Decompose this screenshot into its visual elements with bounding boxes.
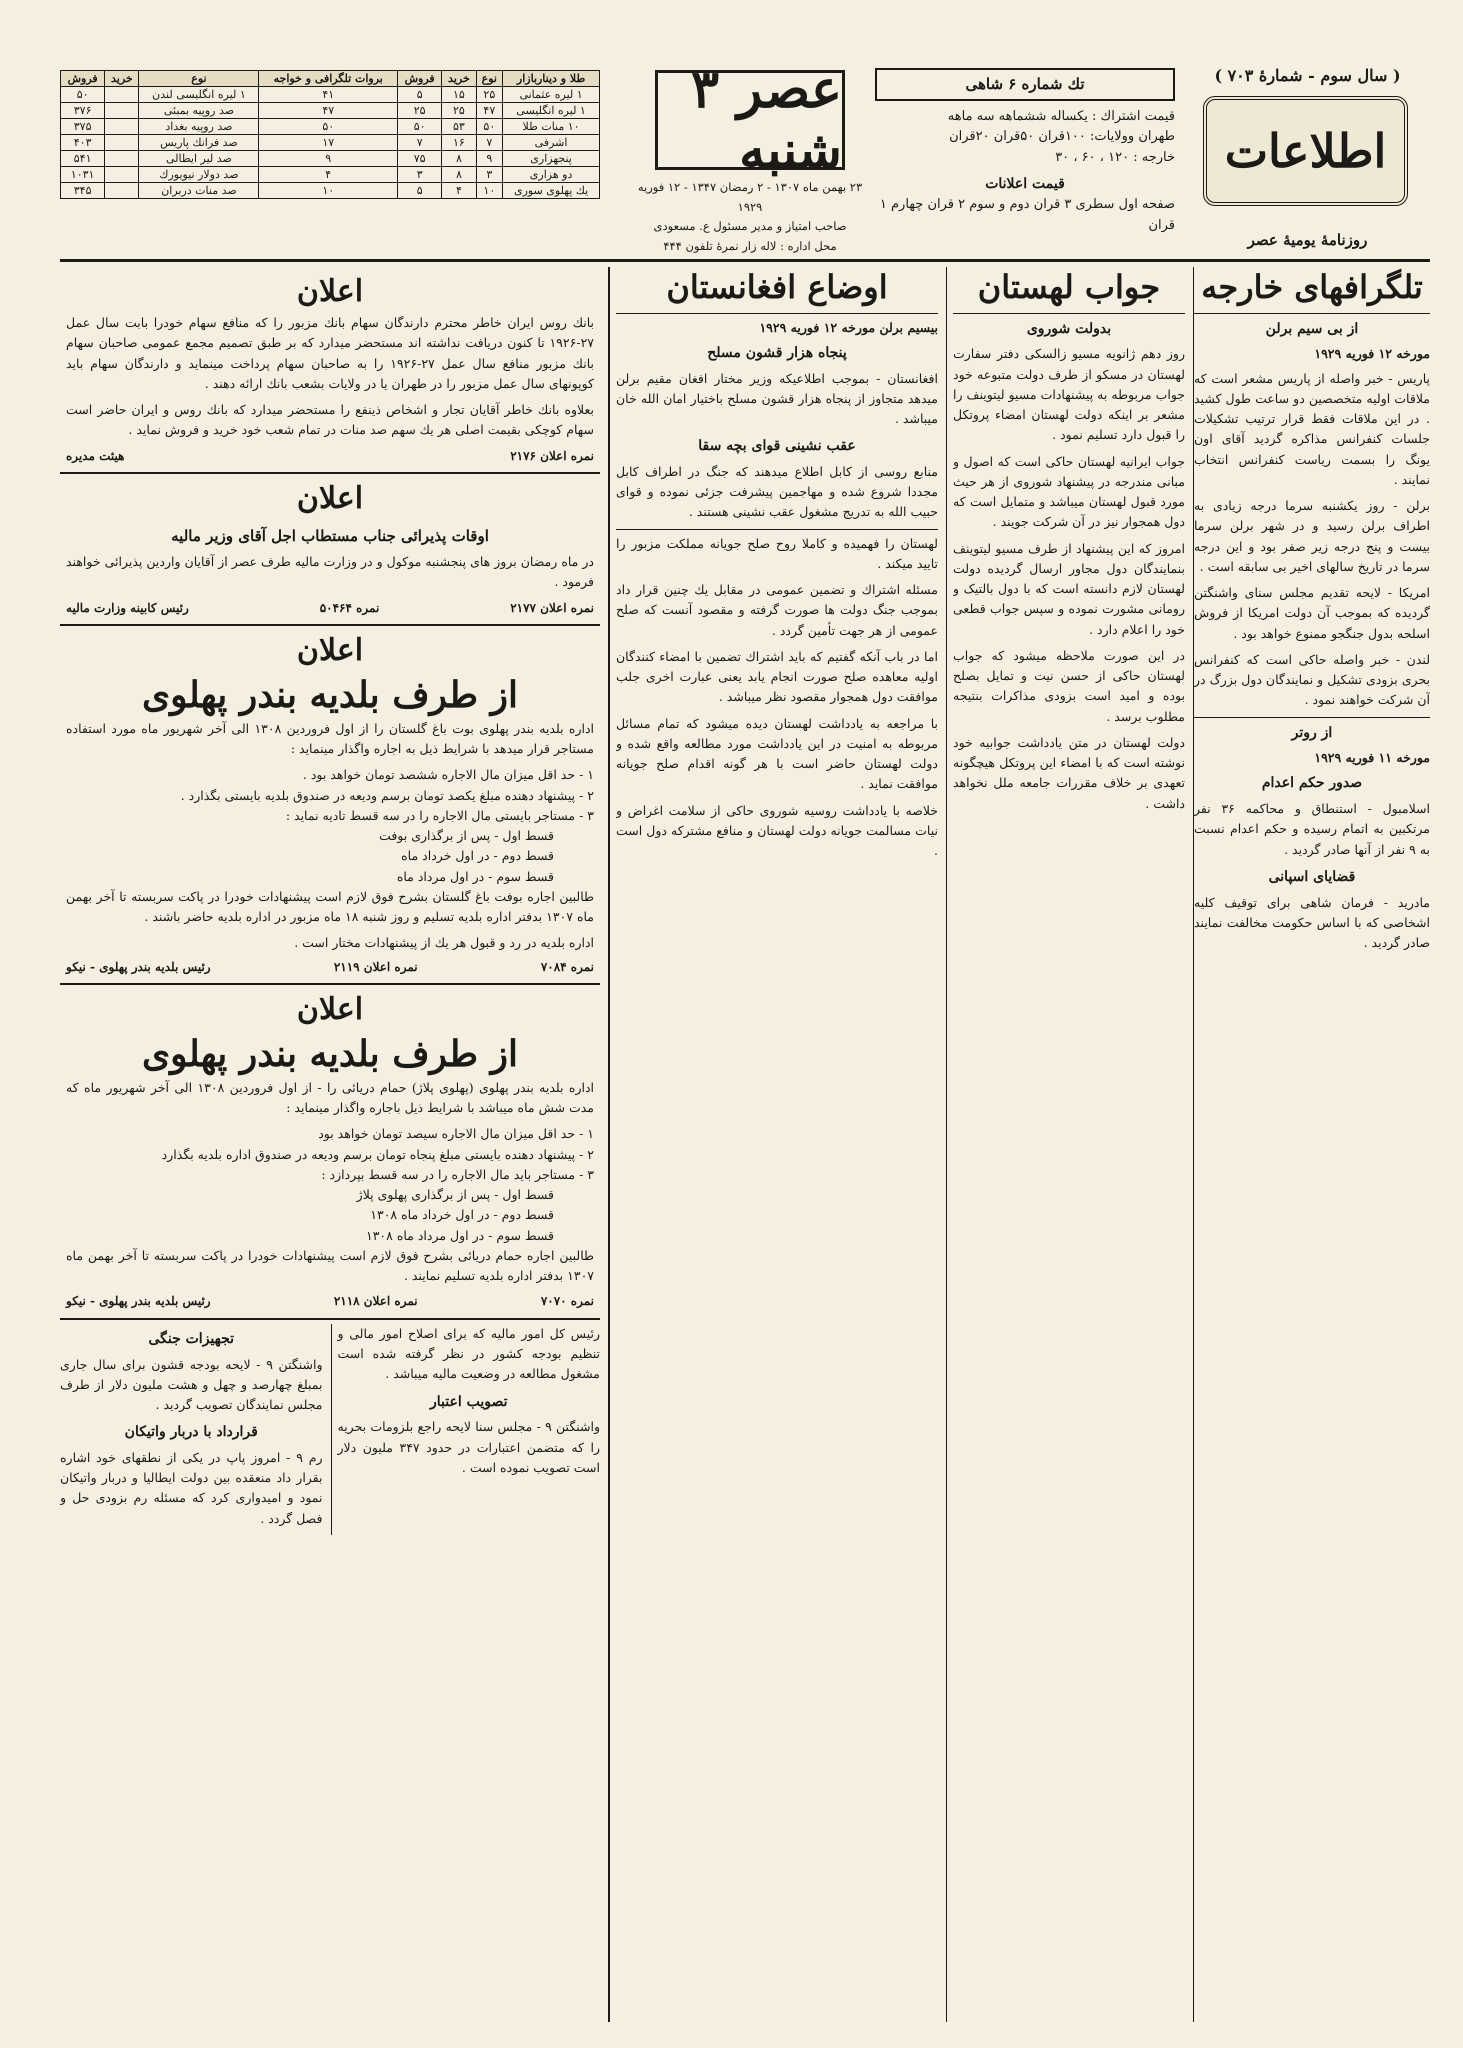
masthead xyxy=(60,59,1430,262)
death-sentence-text: اسلامبول - استنطاق و محاکمه ۳۶ نفر مرتکبین به اتمام رسیده و حکم اعدام نسبت به ۹ نفر از آنها صادر گردید . xyxy=(1194,801,1430,857)
notice-code: نمره ۷۰۸۴ xyxy=(540,959,594,974)
notice-number: نمره اعلان ۲۱۱۹ xyxy=(333,959,418,974)
market-header-row xyxy=(61,71,600,87)
finance-notice-text: در ماه رمضان بروز های پنجشنبه موکول و در وزارت مالیه طرف عصر از آقایان واردین پذیرائی خواهند فرمود . xyxy=(66,554,594,590)
market-cell: ۱ لیره عثمانی xyxy=(503,87,600,103)
market-cell: ۷۵ xyxy=(398,151,442,167)
pahlavi-notice-text: اداره بلدیه بندر پهلوی بوت باغ گلستان را از اول فروردین ۱۳۰۸ الی آخر شهریور ماه مورد استفاده مستاجر قرار میدهد با شرایط ذیل به اجاره واگذار مینماید : xyxy=(66,720,594,757)
subscription-abroad: خارجه : ۱۲۰ ، ۶۰ ، ۳۰ xyxy=(1055,149,1175,165)
market-cell: ۴۷ xyxy=(259,103,398,119)
finance-minister-notice xyxy=(60,474,600,626)
poland-paragraph: در این صورت ملاحظه میشود که جواب لهستان حاکی از حسن نیت و تمایل بصلح بوده و امید است بزودی مذاکرات بنتیجه مطلوب برسد . xyxy=(953,647,1185,724)
notice-signature: رئیس بلدیه بندر پهلوی - نیکو xyxy=(66,1294,211,1309)
market-cell: ۲۵ xyxy=(476,87,503,103)
market-header: نوع xyxy=(139,71,259,87)
market-cell xyxy=(105,119,139,135)
market-cell: صد منات دربران xyxy=(139,183,259,199)
market-row xyxy=(61,167,600,183)
market-cell: پنجهزاری xyxy=(503,151,600,167)
afghanistan-paragraph: مسئله اشتراك و تضمین عمومی در مقابل یك چنین قرار داد بموجب جنگ دولت ها صورت گرفته و مقصود آنست که صلح عمومی از هر جهت تأمین گردد . xyxy=(616,582,938,638)
office-line: محل اداره : لاله زار نمرهٔ تلفون ۴۴۴ xyxy=(663,238,837,253)
subscription-title: قیمت اشتراك : یکساله ششماهه سه ماهه xyxy=(947,109,1175,125)
market-cell: اشرفی xyxy=(503,135,600,151)
condition-item: ۲ - پیشنهاد دهنده مبلغ یکصد تومان برسم ودیعه در صندوق بلدیه بایستی بگذارد . xyxy=(180,787,594,803)
market-cell: ۳ xyxy=(476,167,503,183)
retreat-head: عقب نشینی قوای بچه سقا xyxy=(698,438,856,455)
market-cell: ۵۴۱ xyxy=(61,151,105,167)
vatican-agreement-head: قرارداد با دربار واتیکان xyxy=(124,1424,258,1441)
market-cell: ۳ xyxy=(398,167,442,183)
column-divider xyxy=(608,267,610,2022)
newspaper-logo: اطلاعات xyxy=(1203,96,1408,206)
market-cell: ۴ xyxy=(442,183,476,199)
notice-heading: اعلان xyxy=(296,633,364,669)
market-cell: ۳۷۵ xyxy=(61,119,105,135)
market-cell: ۴ xyxy=(259,167,398,183)
market-row xyxy=(61,183,600,199)
poland-paragraph: امروز که این پیشنهاد از طرف مسیو لیتوینف بنمایندگان دول مجاور ارسال گردیده دولت لهستان لازم دانسته است که با دول بالتیک و رومانی مشورت نموده و سپس جواب قطعی خود را اعلام دارد . xyxy=(953,540,1185,637)
market-cell: ۹ xyxy=(476,151,503,167)
market-cell: ۹ xyxy=(259,151,398,167)
market-cell: صد روپیه بغداد xyxy=(139,119,259,135)
installment-item: قسط دوم - در اول خرداد ماه xyxy=(401,848,554,864)
market-cell: ۴۱ xyxy=(259,87,398,103)
market-row xyxy=(61,135,600,151)
retreat-text: منابع روسی از کابل اطلاع میدهند که جنگ در اطراف کابل مجددا شروع شده و مهاجمین پیشرفت جزئی نموده و قوای حبیب الله به تدریج مشغول عقب نشینی هستند . xyxy=(616,463,938,520)
market-cell: ۱ لیره انگلیسی لندن xyxy=(139,87,259,103)
logo-subtitle: روزنامهٔ یومیهٔ عصر xyxy=(1247,231,1368,249)
afghanistan-column xyxy=(616,267,938,2022)
market-cell: ۸ xyxy=(442,167,476,183)
market-header: نوع xyxy=(476,71,503,87)
market-cell: ۵ xyxy=(398,87,442,103)
market-cell: ۱۵ xyxy=(442,87,476,103)
condition-item: ۱ - حد اقل میزان مال الاجاره ششصد تومان خواهد بود . xyxy=(302,767,594,783)
telegram-dateline: مورخه ۱۲ فوریه ۱۹۲۹ xyxy=(1314,346,1430,362)
installment-item: قسط سوم - در اول مرداد ماه xyxy=(396,868,554,884)
market-cell: ۳۴۵ xyxy=(61,183,105,199)
market-cell: ۵۳ xyxy=(442,119,476,135)
afghanistan-paragraph: لهستان را فهمیده و کاملا روح صلح جویانه مملکت مزبور را تایید میکند . xyxy=(616,535,938,571)
notice-signature: رئیس بلدیه بندر پهلوی - نیکو xyxy=(66,959,211,974)
bank-notice xyxy=(60,267,600,474)
market-cell: ۱۶ xyxy=(442,135,476,151)
notice-heading: اعلان xyxy=(296,480,364,516)
installment-item: قسط اول - پس از برگذاری پهلوی پلاژ xyxy=(356,1187,554,1203)
market-cell: ۸ xyxy=(442,151,476,167)
market-header: فروش xyxy=(398,71,442,87)
pahlavi-port-notice-2 xyxy=(60,985,600,1320)
owner-line: صاحب امتیاز و مدیر مسئول ع. مسعودی xyxy=(653,219,847,234)
market-row xyxy=(61,119,600,135)
market-header: خرید xyxy=(105,71,139,87)
telegram-source: از بی سیم برلن xyxy=(1265,320,1359,337)
market-header: بروات تلگرافی و خواجه xyxy=(259,71,398,87)
afghanistan-dateline: بیسیم برلن مورخه ۱۲ فوریه ۱۹۲۹ xyxy=(759,319,938,335)
afghanistan-paragraph: خلاصه با یادداشت روسیه شوروی حاکی از سلامت اغراض و نیات مسالمت جویانه دولت لهستان و منافع مشترکه دول است . xyxy=(616,802,938,859)
market-header: طلا و دیناربازار xyxy=(503,71,600,87)
market-cell: صد فرانك پاریس xyxy=(139,135,259,151)
telegram-paragraph: لندن - خبر واصله حاکی است که کنفرانس بحری بزودی تشکیل و نمایندگان دول بزرگ در آن شرکت خواهند نمود . xyxy=(1194,651,1430,708)
war-equipment-head: تجهیزات جنگی xyxy=(148,1330,235,1347)
vatican-agreement-text: رم ۹ - امروز پاپ در یکی از نطقهای خود اشاره بقرار داد منعقده بین دولت ایطالیا و دربار واتیکان نمود و امیدواری کرد که مسئله رم بزودی حل و فصل گردد . xyxy=(60,1449,323,1526)
market-row xyxy=(61,87,600,103)
market-header: فروش xyxy=(61,71,105,87)
notice-heading: اعلان xyxy=(296,274,364,309)
finance-notice-subhead: اوقات پذیرائی جناب مستطاب اجل آقای وزیر مالیه xyxy=(171,526,489,545)
notice-signature: رئیس کابینه وزارت مالیه xyxy=(66,600,189,615)
logo-block xyxy=(1185,62,1430,257)
foreign-telegrams-headline: تلگرافهای خارجه xyxy=(1194,267,1430,314)
pahlavi-notice-text-2: طالبین اجاره حمام دریائی بشرح فوق لازم است پیشنهادات خودرا در پاکت سربسته تا آخر بهمن ماه ۱۳۰۷ بدفتر اداره بلدیه تسلیم نمایند . xyxy=(66,1247,594,1284)
year-issue-label: ( سال سوم - شمارهٔ ۷۰۳ ) xyxy=(1214,66,1401,85)
subscription-block xyxy=(875,68,1175,236)
reuters-dateline: مورخه ۱۱ فوریه ۱۹۲۹ xyxy=(1314,750,1430,766)
foreign-telegrams-column xyxy=(1194,267,1430,2022)
afghanistan-headline: اوضاع افغانستان xyxy=(616,267,938,314)
spain-affairs-text: مادرید - فرمان شاهی برای توقیف کلیه اشخاصی که با اساس حکومت مخالفت نمایند صادر گردید . xyxy=(1194,894,1430,951)
market-cell: یك پهلوی سوری xyxy=(503,183,600,199)
notice-heading: اعلان xyxy=(296,992,364,1028)
pahlavi-notice-text-3: اداره بلدیه در رد و قبول هر یك از پیشنهادات مختار است . xyxy=(294,935,594,951)
market-cell: ۱۷ xyxy=(259,135,398,151)
market-cell: ۵ xyxy=(398,183,442,199)
condition-item: ۱ - حد اقل میزان مال الاجاره سیصد تومان خواهد بود xyxy=(318,1126,594,1142)
armed-troops-head: پنجاه هزار قشون مسلح xyxy=(707,344,847,361)
market-row xyxy=(61,103,600,119)
credit-approval-head: تصویب اعتبار xyxy=(429,1393,508,1410)
telegram-paragraph: امریکا - لایحه تقدیم مجلس سنای واشنگتن گردیده که بموجب آن دولت امریکا از فروش اسلحه بدول جنگجو ممنوع خواهد بود . xyxy=(1194,585,1430,641)
armed-troops-text: افغانستان - بموجب اطلاعیکه وزیر مختار افغان مقیم برلن میدهد متجاوز از پنجاه هزار قشون مسلح باختیار امان الله خان میباشد . xyxy=(616,370,938,427)
market-cell: ۵۰ xyxy=(476,119,503,135)
market-cell xyxy=(105,183,139,199)
afghanistan-paragraph: اما در باب آنکه گفتیم که باید اشتراك تضمین با امضاء کنندگان اولیه معاهده صلح صورت انجام یابد یعنی عبارت اخری جلب موافقت دول همجوار مقصود نظر میباشد . xyxy=(616,648,938,705)
pahlavi-notice-title: از طرف بلدیه بندر پهلوی xyxy=(142,1033,518,1076)
credit-approval-text: واشنگتن ۹ - مجلس سنا لایحه راجع بلزومات بحریه را که متضمن اعتبارات در حدود ۳۴۷ ملیون دلار است تصویب نموده است . xyxy=(337,1419,600,1475)
market-cell: ۵۰ xyxy=(259,119,398,135)
market-cell: ۳۷۶ xyxy=(61,103,105,119)
poland-reply-headline: جواب لهستان xyxy=(953,267,1185,314)
notice-code: نمره ۷۰۷۰ xyxy=(540,1294,594,1309)
installment-item: قسط اول - پس از برگذاری بوفت xyxy=(379,828,554,844)
notice-number: نمره اعلان ۲۱۷۶ xyxy=(510,448,594,463)
pahlavi-notice-text: اداره بلدیه بندر پهلوی (پهلوی پلاژ) حمام دریائی را - از اول فروردین ۱۳۰۸ الی آخر شهریور ماه که مدت شش ماه میباشد با شرایط ذیل باجاره واگذار مینماید : xyxy=(66,1079,594,1116)
market-header: خرید xyxy=(442,71,476,87)
condition-item: ۳ - مستاجر باید مال الاجاره را در سه قسط بپردازد : xyxy=(321,1166,594,1182)
bottom-news-right xyxy=(331,1324,601,1535)
afghanistan-paragraph: با مراجعه به یادداشت لهستان دیده میشود که تمام مسائل مربوطه به امنیت در این یادداشت مورد مطالعه واقع شده و دولت لهستان حاضر است با هر گونه اقدام صلح جویانه موافقت نماید . xyxy=(616,715,938,792)
copy-price: تك شماره ۶ شاهی xyxy=(875,68,1175,101)
ad-price-title: قیمت اعلانات xyxy=(985,175,1065,192)
installment-item: قسط دوم - در اول خرداد ماه ۱۳۰۸ xyxy=(370,1207,554,1223)
market-cell: ۱۰۳۱ xyxy=(61,167,105,183)
notice-number: نمره اعلان ۲۱۱۸ xyxy=(333,1294,418,1309)
paper-title: عصر ۳ شنبه xyxy=(655,70,845,170)
market-cell: ۱۰ منات طلا xyxy=(503,119,600,135)
market-cell: صد دولار نیویورك xyxy=(139,167,259,183)
poland-reply-subhead: بدولت شوروی xyxy=(1026,320,1112,337)
telegram-paragraph: برلن - روز یکشنبه سرما درجه زیادی به اطراف برلن رسید و در شهر برلن سرما بیست و پنج درجه زیر صفر بود و این درجه سرما در تاریخ سالهای اخیر بی سابقه است . xyxy=(1194,498,1430,574)
bank-notice-text: بانك روس ایران خاطر محترم دارندگان سهام بانك مزبور را که منافع سهام خودرا بابت سال عمل ۲۷-۱۹۲۶ تا کنون دریافت نداشته اند مستحضر میدارد که بر طبق تصمیم مجمع عمومی صاحبان سهام بانك مزبور منافع سال عمل ۲۷-۱۹۲۶ را به صاحبان سهام پرداخت مینماید و دارندگان سهام باید کوپونهای سال عمل مزبور را در طهران یا در ولایات بشعب بانك ارائه دهند . xyxy=(66,315,594,391)
subscription-tehran: طهران وولایات: ۱۰۰قران ۵۰قران ۲۰قران xyxy=(949,129,1175,145)
pahlavi-notice-text-2: طالبین اجاره بوفت باغ گلستان بشرح فوق لازم است پیشنهادات خودرا در پاکت سربسته تا آخر بهمن ماه ۱۳۰۷ بدفتر اداره بلدیه تسلیم و روز شنبه ۱۸ ماه مزبور در اداره بلدیه حاضر باشند . xyxy=(66,888,594,925)
market-cell: ۷ xyxy=(398,135,442,151)
market-row xyxy=(61,151,600,167)
notices-column xyxy=(60,267,600,2022)
ad-price-detail: صفحه اول سطری ۳ قران دوم و سوم ۲ قران چهارم ۱ قران xyxy=(879,197,1175,233)
market-cell: ۴۷ xyxy=(476,103,503,119)
issue-title-block xyxy=(635,59,865,257)
poland-paragraph: جواب ایرانیه لهستان حاکی است که اصول و مبانی مندرجه در پیشنهاد شوروی از هر حیث مورد قبول لهستان میباشد و متمایل است که دول همجوار نیز در آن شرکت جویند . xyxy=(953,453,1185,530)
market-cell: ۴۰۳ xyxy=(61,135,105,151)
market-cell xyxy=(105,103,139,119)
telegram-paragraph: پاریس - خبر واصله از پاریس مشعر است که ملاقات اولیه متخصصین دو ساعت طول کشید . در این ملاقات فقط قرار ترتیب تشکیلات جلسات کنفرانس مذاکره گردید آقای اون یونگ را بسمت ریاست کنفرانس انتخاب نمایند . xyxy=(1194,370,1430,487)
market-cell: ۱۰ xyxy=(259,183,398,199)
market-cell: ۲۵ xyxy=(442,103,476,119)
market-cell: صد روپیه بمبئی xyxy=(139,103,259,119)
notice-code: نمره ۵۰۴۶۴ xyxy=(319,600,380,615)
market-cell: ۷ xyxy=(476,135,503,151)
poland-paragraph: دولت لهستان در متن یادداشت جوابیه خود نوشته است که با امضاء این پروتکل هیچگونه تعهدی بر خلاف مقررات جامعه ملل نخواهد داشت . xyxy=(953,734,1185,811)
condition-item: ۳ - مستاجر بایستی مال الاجاره را در سه قسط تادیه نماید : xyxy=(285,807,594,823)
bank-notice-text-2: بعلاوه بانك خاطر آقایان تجار و اشخاص ذینفع را مستحضر میدارد که بانك روس و ایران حاضر است سهام کوچکی بقیمت اصلی هر یك سهم صد منات در تمام شعب خود خرید و فروش نماید . xyxy=(66,402,594,438)
death-sentence-head: صدور حکم اعدام xyxy=(1261,775,1363,792)
installment-item: قسط سوم - در اول مرداد ماه ۱۳۰۸ xyxy=(365,1227,554,1243)
market-cell: ۲۵ xyxy=(398,103,442,119)
market-cell xyxy=(105,167,139,183)
market-cell: صد لیر ایطالی xyxy=(139,151,259,167)
reuters-section-title: از روتر xyxy=(1194,717,1430,745)
condition-item: ۲ - پیشنهاد دهنده بایستی مبلغ پنجاه تومان برسم ودیعه در صندوق اداره بلدیه بگذارد xyxy=(161,1146,594,1162)
pahlavi-port-notice-1 xyxy=(60,626,600,985)
market-cell xyxy=(105,151,139,167)
spain-affairs-head: قضایای اسپانی xyxy=(1268,868,1356,885)
pahlavi-notice-title: از طرف بلدیه بندر پهلوی xyxy=(142,674,518,717)
market-cell: ۱۰ xyxy=(476,183,503,199)
bottom-news-text: رئیس کل امور مالیه که برای اصلاح امور مالی و تنظیم بودجه کشور در نظر گرفته شده است مشغول مطالعه در وضعیت مالیه میباشد . xyxy=(337,1325,600,1382)
market-cell: ۱ لیره انگلیسی xyxy=(503,103,600,119)
bottom-news-row xyxy=(60,1320,600,1535)
bottom-news-left xyxy=(60,1324,323,1535)
market-cell xyxy=(105,135,139,151)
poland-paragraph: روز دهم ژانویه مسیو زالسکی دفتر سفارت لهستان در مسکو از طرف دولت متبوعه خود جواب مربوطه به پیشنهادات مسیو لیتوینف را مشعر بر اینکه دولت لهستان امضاء پروتکل را قبول دارد تسلیم نمود . xyxy=(953,346,1185,443)
poland-reply-column xyxy=(953,267,1185,2022)
market-cell: ۵۰ xyxy=(398,119,442,135)
war-equipment-text: واشنگتن ۹ - لایحه بودجه قشون برای سال جاری بمبلغ چهارصد و چهل و هشت ملیون دلار از طرف مجلس نمایندگان تصویب گردید . xyxy=(60,1356,323,1413)
market-cell: دو هزاری xyxy=(503,167,600,183)
column-divider xyxy=(946,267,947,2022)
issue-date: ۲۳ بهمن ماه ۱۳۰۷ - ۲ رمضان ۱۳۴۷ - ۱۲ فوریه ۱۹۲۹ xyxy=(637,180,863,214)
market-cell: ۵۰ xyxy=(61,87,105,103)
newspaper-page xyxy=(60,59,1430,2027)
notice-number: نمره اعلان ۲۱۷۷ xyxy=(510,600,594,615)
market-cell xyxy=(105,87,139,103)
notice-signature: هیئت مدیره xyxy=(66,448,125,463)
market-rates-table xyxy=(60,70,600,199)
